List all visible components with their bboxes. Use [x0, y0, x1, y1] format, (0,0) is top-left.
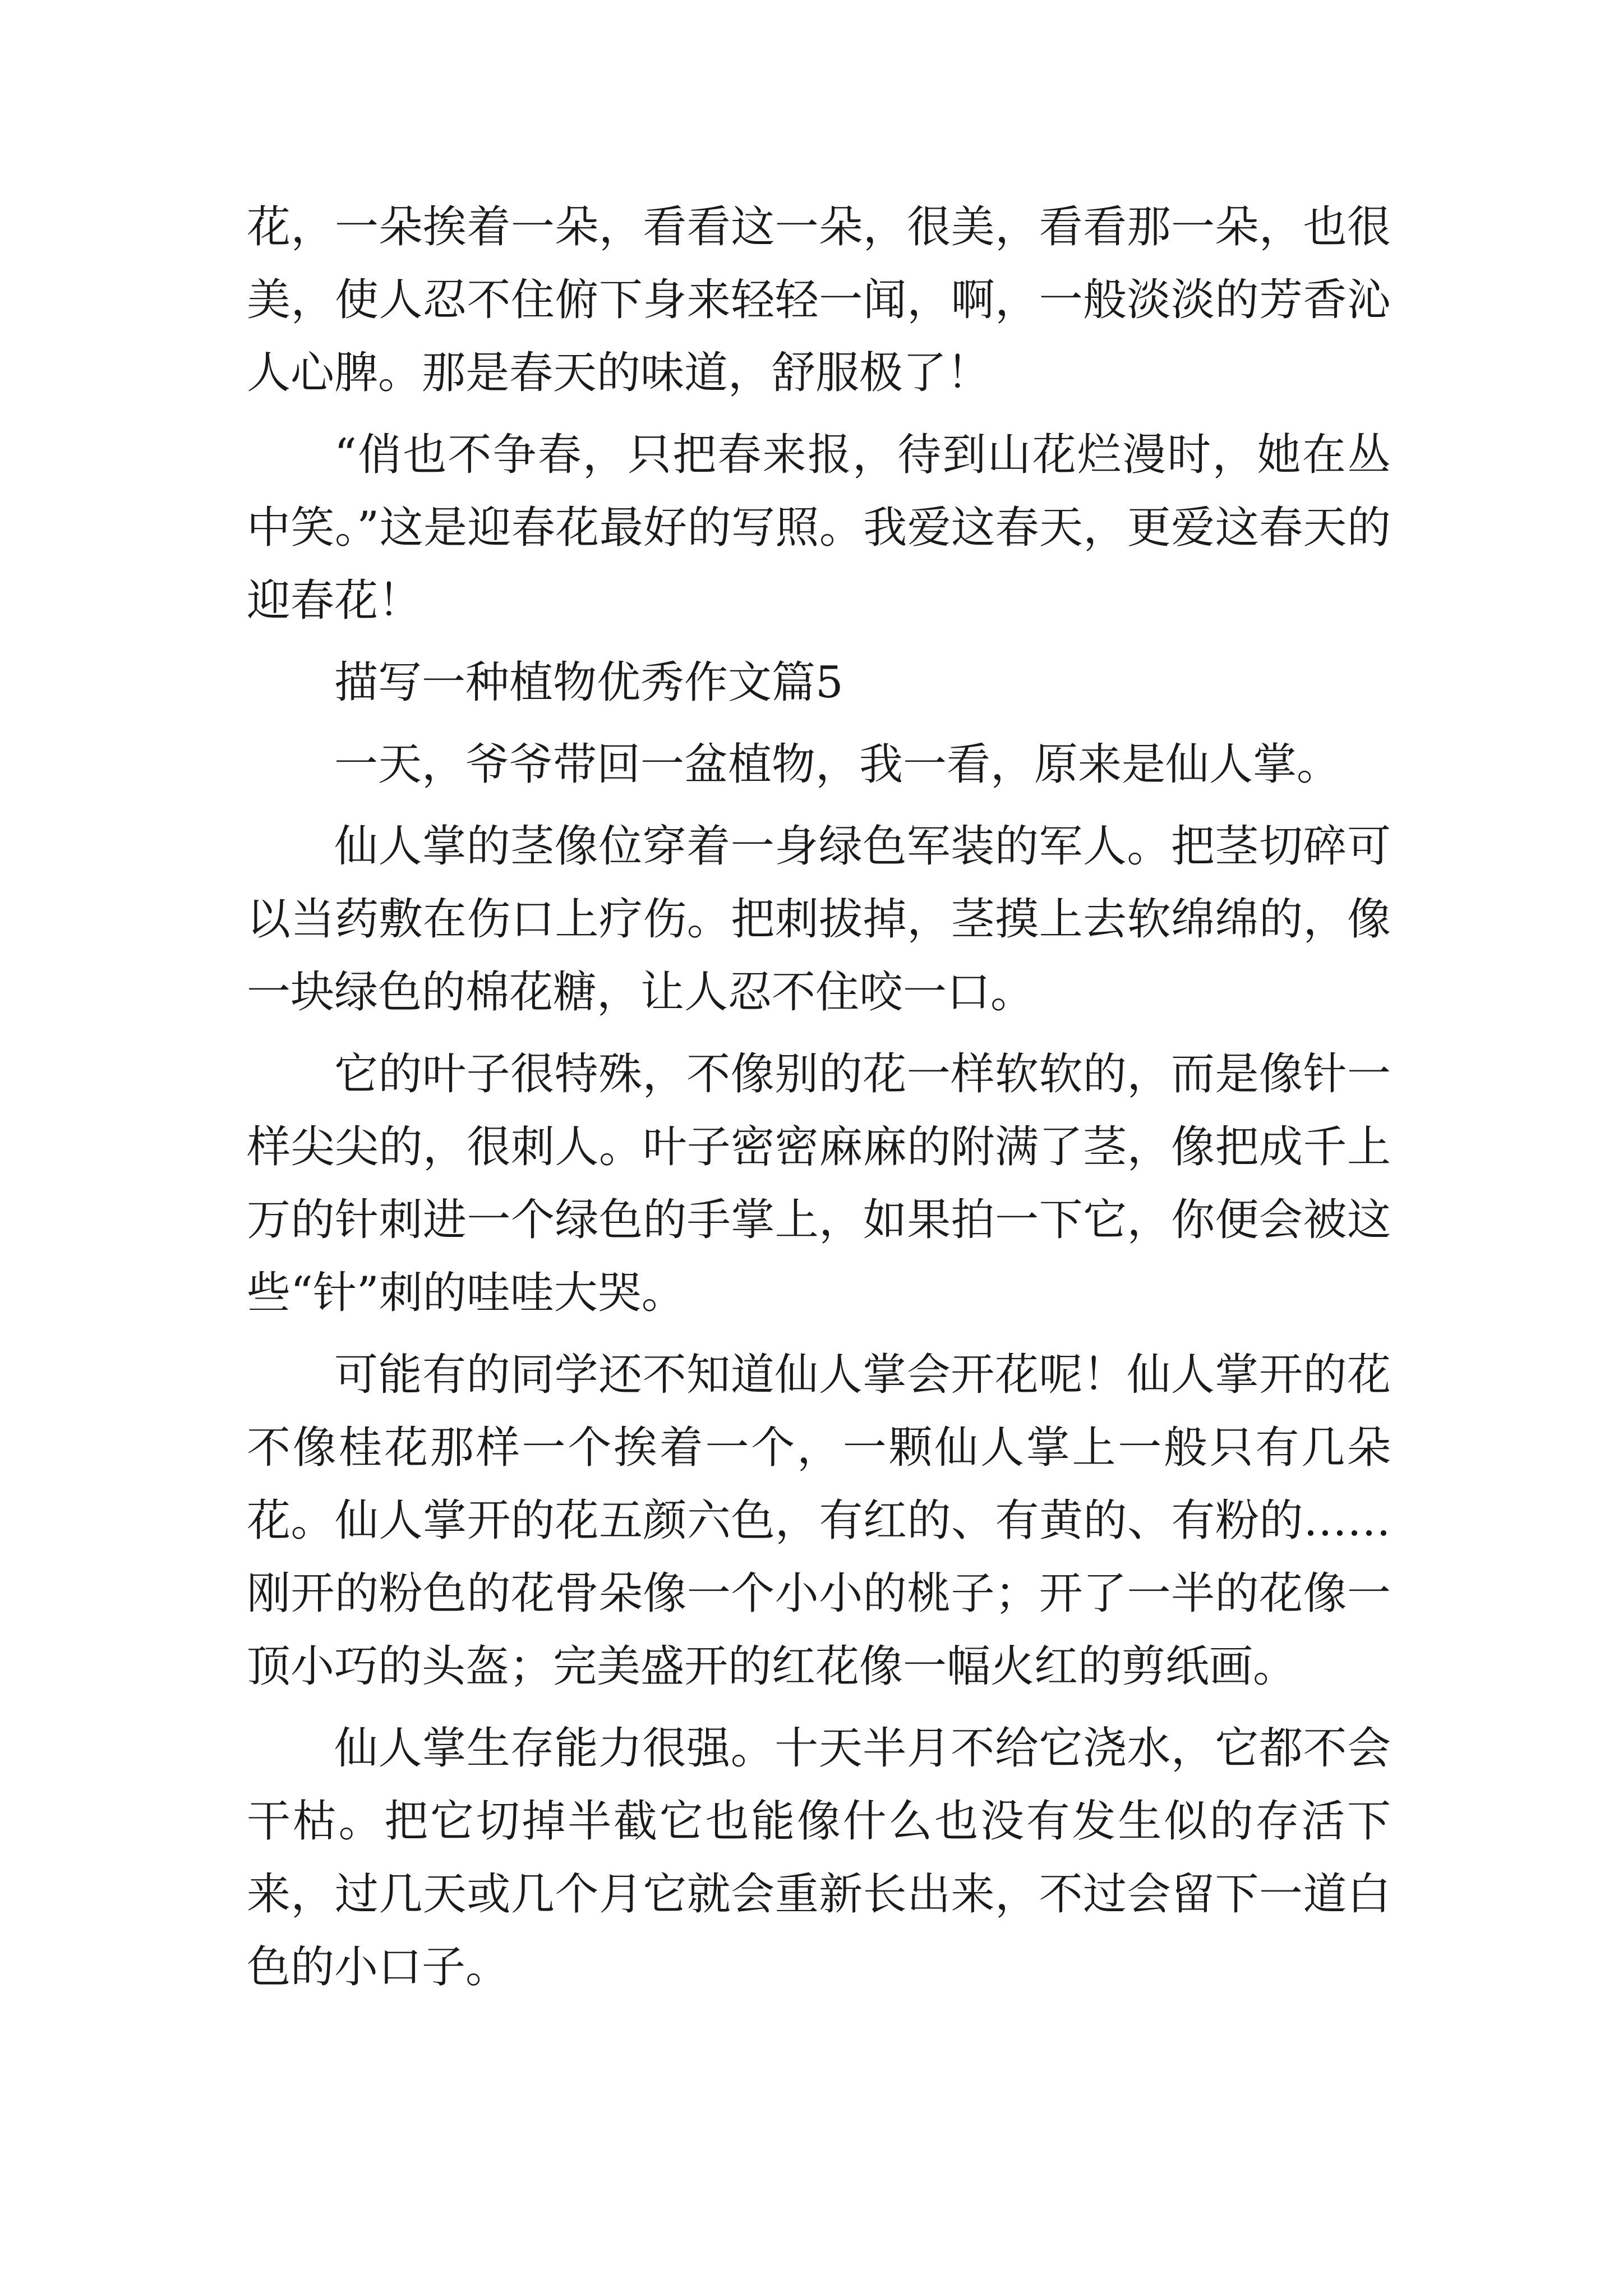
paragraph-flowers: 可能有的同学还不知道仙人掌会开花呢！仙人掌开的花不像桂花那样一个挨着一个，一颗仙人掌上一般只有几朵花。仙人掌开的花五颜六色，有红的、有黄的、有粉的……刚开的粉色的花骨朵像一个小小的桃子；开了一半的花像一顶小巧的头盔；完美盛开的红花像一幅火红的剪纸画。	[247, 1350, 1391, 1692]
paragraph-intro: 一天，爷爷带回一盆植物，我一看，原来是仙人掌。	[334, 739, 1341, 790]
section-heading: 描写一种植物优秀作文篇5	[334, 657, 843, 708]
paragraph-leaves: 它的叶子很特殊，不像别的花一样软软的，而是像针一样尖尖的，很刺人。叶子密密麻麻的附满了茎，像把成千上万的针刺进一个绿色的手掌上，如果拍一下它，你便会被这些“针”刺的哇哇大哭。	[247, 1049, 1391, 1318]
paragraph-quote: “俏也不争春，只把春来报，待到山花烂漫时，她在丛中笑。”这是迎春花最好的写照。我爱这春天，更爱这春天的迎春花！	[247, 430, 1391, 626]
paragraph-survival: 仙人掌生存能力很强。十天半月不给它浇水，它都不会干枯。把它切掉半截它也能像什么也没有发生似的存活下来，过几天或几个月它就会重新长出来，不过会留下一道白色的小口子。	[247, 1723, 1391, 1993]
paragraph-stem: 仙人掌的茎像位穿着一身绿色军装的军人。把茎切碎可以当药敷在伤口上疗伤。把刺拔掉，茎摸上去软绵绵的，像一块绿色的棉花糖，让人忍不住咬一口。	[247, 821, 1391, 1018]
paragraph-continued: 花，一朵挨着一朵，看看这一朵，很美，看看那一朵，也很美，使人忍不住俯下身来轻轻一闻，啊，一般淡淡的芳香沁人心脾。那是春天的味道，舒服极了！	[247, 202, 1391, 398]
document-body	[247, 191, 1391, 2013]
